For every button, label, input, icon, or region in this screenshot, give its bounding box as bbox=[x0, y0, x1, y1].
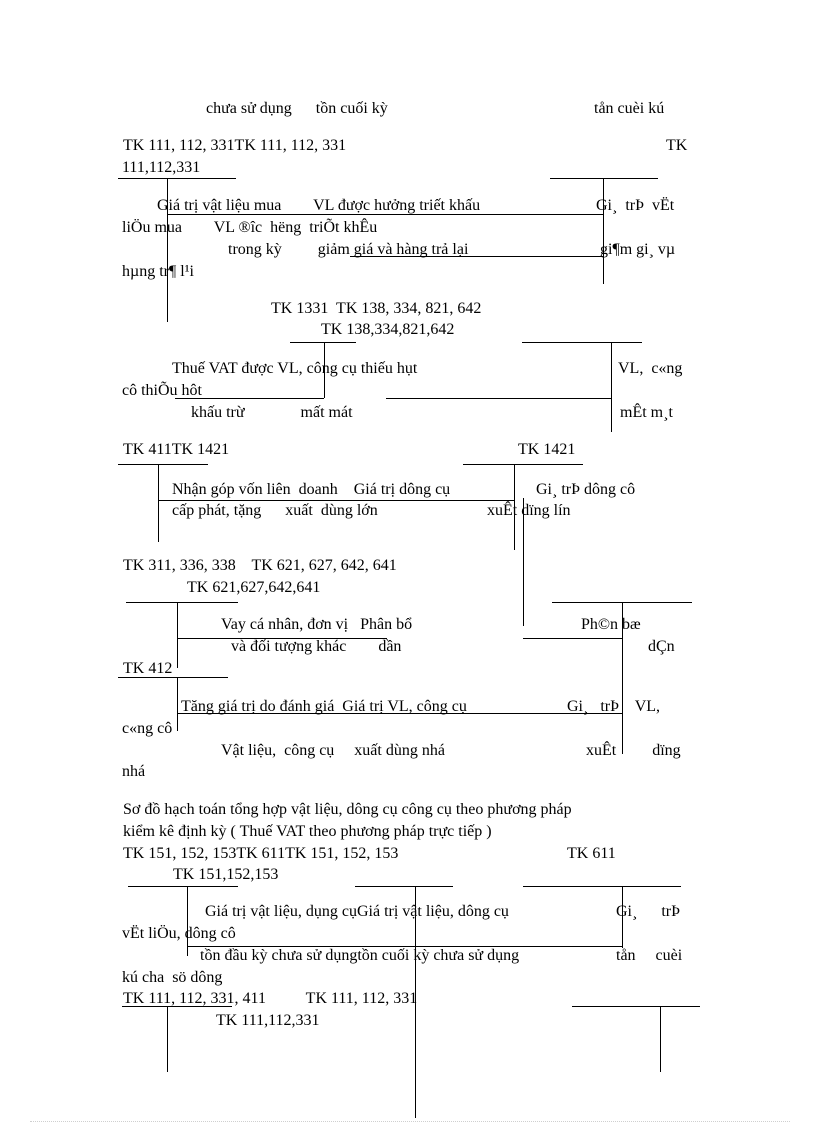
account-label: TK 1331 TK 138, 334, 821, 642 bbox=[271, 300, 482, 317]
t-account-line bbox=[167, 178, 168, 322]
t-account-line bbox=[290, 342, 356, 343]
account-label: TK 621,627,642,641 bbox=[187, 579, 321, 596]
account-label: TK 151, 152, 153TK 611TK 151, 152, 153 bbox=[123, 845, 399, 862]
text-line: chưa sử dụng tồn cuối kỳ bbox=[206, 100, 388, 117]
text-line: nhá bbox=[122, 763, 146, 780]
t-account-line bbox=[118, 178, 236, 179]
t-account-line bbox=[177, 602, 178, 668]
text-line: Giá trị vật liệu, dụng cụGiá trị vật liệu, dông cụ bbox=[205, 903, 509, 920]
account-label: TK 111,112,331 bbox=[216, 1012, 320, 1029]
t-account-line bbox=[622, 886, 623, 948]
t-account-line bbox=[177, 638, 387, 639]
t-account-line bbox=[122, 1006, 232, 1007]
account-label: TK bbox=[666, 137, 688, 154]
account-label: TK 611 bbox=[567, 845, 616, 862]
t-account-line bbox=[118, 677, 228, 678]
text-line: Vay cá nhân, đơn vị Phân bổ bbox=[221, 616, 413, 633]
t-account-line bbox=[523, 638, 622, 639]
account-label: TK 138,334,821,642 bbox=[321, 321, 455, 338]
text-line: Gi¸ trÞ bbox=[616, 903, 680, 920]
account-label: TK 1421 bbox=[518, 441, 576, 458]
text-line: Tăng giá trị do đánh giá Giá trị VL, công cụ bbox=[181, 698, 467, 715]
text-line: tån cuèi kú bbox=[594, 100, 665, 117]
t-account-line bbox=[177, 713, 622, 714]
text-line: và đối tượng khác dần bbox=[231, 638, 402, 655]
t-account-line bbox=[177, 677, 178, 731]
t-account-line bbox=[158, 500, 514, 501]
t-account-line bbox=[187, 946, 622, 947]
t-account-line bbox=[611, 342, 612, 432]
t-account-line bbox=[128, 886, 238, 887]
text-line: liÖu mua VL ®îc hëng triÕt khÊu bbox=[122, 219, 378, 236]
t-account-line bbox=[523, 886, 681, 887]
t-account-line bbox=[167, 214, 603, 215]
text-line: c«ng cô bbox=[122, 720, 173, 737]
t-account-line bbox=[324, 342, 325, 398]
text-line: tån cuèi bbox=[616, 947, 683, 964]
t-account-line bbox=[572, 1006, 700, 1007]
text-line: tồn đầu kỳ chưa sử dụngtồn cuối kỳ chưa sử dụng bbox=[200, 947, 520, 964]
text-line: cấp phát, tặng xuất dùng lớn bbox=[172, 502, 378, 519]
text-line: hµng tr¶ l¹i bbox=[122, 263, 194, 280]
text-line: cô thiÕu hôt bbox=[122, 382, 202, 399]
text-line: xuÊt dïng bbox=[586, 742, 681, 759]
text-line: kú cha sö dông bbox=[122, 969, 223, 986]
account-label: TK 411TK 1421 bbox=[123, 441, 230, 458]
t-account-line bbox=[660, 1006, 661, 1072]
t-account-line bbox=[167, 1006, 168, 1072]
text-line: Giá trị vật liệu mua VL được hưởng triết khấu bbox=[157, 197, 481, 214]
t-account-line bbox=[126, 602, 238, 603]
text-line: vËt liÖu, dông cô bbox=[122, 925, 236, 942]
account-label: TK 412 bbox=[123, 660, 173, 677]
t-account-line bbox=[158, 464, 159, 542]
text-line: Gi¸ trÞ dông cô bbox=[536, 481, 636, 498]
text-line: Thuế VAT được VL, công cụ thiếu hụt bbox=[172, 360, 418, 377]
text-line: trong kỳ giảm giá và hàng trả lại bbox=[228, 241, 469, 258]
text-line: khấu trừ mất mát bbox=[191, 404, 353, 421]
t-account-line bbox=[622, 602, 623, 754]
t-account-line bbox=[355, 886, 453, 887]
t-account-line bbox=[550, 178, 658, 179]
text-line: mÊt m¸t bbox=[620, 404, 673, 421]
section-title: kiểm kê định kỳ ( Thuế VAT theo phương pháp trực tiếp ) bbox=[123, 823, 492, 840]
t-account-line bbox=[523, 498, 524, 626]
text-line: Gi¸ trÞ VL, bbox=[567, 698, 661, 715]
text-line: Nhận góp vốn liên doanh Giá trị dông cụ bbox=[172, 481, 451, 498]
t-account-line bbox=[415, 886, 416, 1118]
t-account-line bbox=[514, 464, 515, 550]
t-account-line bbox=[463, 464, 583, 465]
text-line: Ph©n bæ bbox=[581, 616, 641, 633]
section-title: Sơ đồ hạch toán tổng hợp vật liệu, dông cụ công cụ theo phương pháp bbox=[123, 801, 572, 818]
text-line: VL, c«ng bbox=[618, 360, 683, 377]
t-account-line bbox=[603, 178, 604, 284]
text-line: dÇn bbox=[648, 638, 675, 655]
page-divider bbox=[30, 1121, 790, 1122]
account-label: TK 111, 112, 331TK 111, 112, 331 bbox=[123, 137, 347, 154]
t-account-line bbox=[386, 398, 611, 399]
t-account-line bbox=[118, 464, 208, 465]
t-account-line bbox=[350, 256, 603, 257]
text-line: xuÊt dïng lín bbox=[487, 502, 571, 519]
t-account-line bbox=[175, 398, 324, 399]
account-label: TK 311, 336, 338 TK 621, 627, 642, 641 bbox=[123, 557, 397, 574]
text-line: Vật liệu, công cụ xuất dùng nhá bbox=[221, 742, 445, 759]
text-line: gi¶m gi¸ vµ bbox=[600, 241, 676, 258]
account-label: TK 151,152,153 bbox=[173, 866, 279, 883]
t-account-line bbox=[522, 342, 642, 343]
account-label: 111,112,331 bbox=[122, 159, 201, 176]
account-label: TK 111, 112, 331, 411 TK 111, 112, 331 bbox=[123, 990, 418, 1007]
text-line: Gi¸ trÞ vËt bbox=[596, 197, 675, 214]
